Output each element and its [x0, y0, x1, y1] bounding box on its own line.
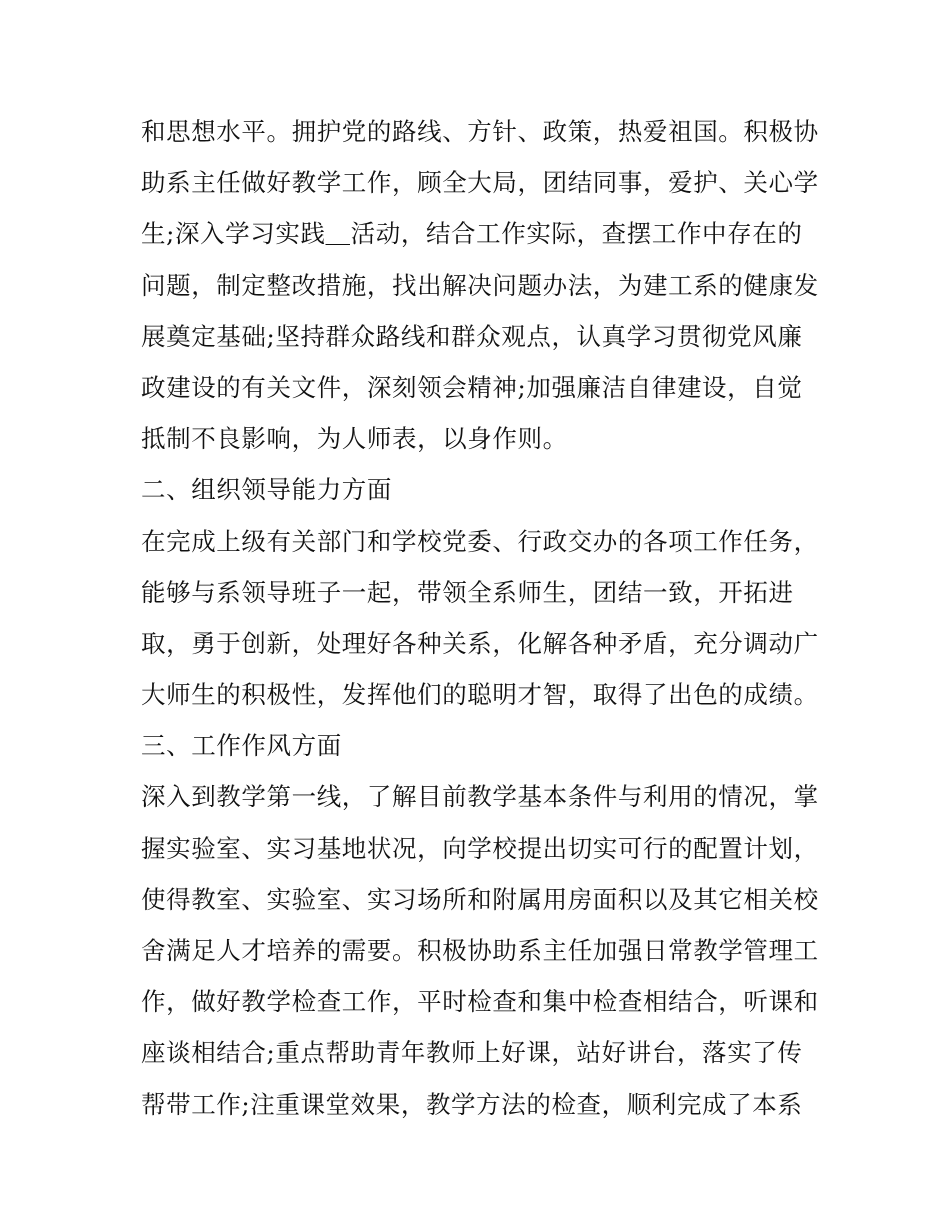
- paragraph-line: 深入到教学第一线，了解目前教学基本条件与利用的情况，掌: [141, 782, 819, 812]
- section-heading-leadership: 二、组织领导能力方面: [141, 475, 392, 505]
- paragraph-line: 能够与系领导班子一起，带领全系师生，团结一致，开拓进: [141, 577, 794, 607]
- paragraph-line: 政建设的有关文件，深刻领会精神;加强廉洁自律建设，自觉: [141, 372, 803, 402]
- paragraph-line: 座谈相结合;重点帮助青年教师上好课，站好讲台，落实了传: [141, 1038, 803, 1068]
- paragraph-line: 握实验室、实习基地状况，向学校提出切实可行的配置计划，: [141, 833, 819, 863]
- paragraph-line: 舍满足人才培养的需要。积极协助系主任加强日常教学管理工: [141, 936, 819, 965]
- paragraph-line: 大师生的积极性，发挥他们的聪明才智，取得了出色的成绩。: [141, 680, 819, 710]
- paragraph-line: 在完成上级有关部门和学校党委、行政交办的各项工作任务，: [141, 526, 819, 556]
- paragraph-line: 助系主任做好教学工作，顾全大局，团结同事，爱护、关心学: [141, 168, 819, 198]
- document-body: [141, 106, 821, 1130]
- paragraph-line: 和思想水平。拥护党的路线、方针、政策，热爱祖国。积极协: [141, 117, 819, 146]
- paragraph-line: 展奠定基础;坚持群众路线和群众观点，认真学习贯彻党风廉: [141, 321, 803, 351]
- paragraph-line: 取，勇于创新，处理好各种关系，化解各种矛盾，充分调动广: [141, 628, 819, 658]
- paragraph-line: 作，做好教学检查工作，平时检查和集中检查相结合，听课和: [141, 987, 819, 1017]
- paragraph-line: 帮带工作;注重课堂效果，教学方法的检查，顺利完成了本系: [141, 1089, 803, 1119]
- section-heading-work-style: 三、工作作风方面: [141, 731, 342, 761]
- paragraph-line: 生;深入学习实践＿活动，结合工作实际，查摆工作中存在的: [141, 219, 803, 249]
- paragraph-line: 抵制不良影响，为人师表，以身作则。: [141, 424, 568, 454]
- paragraph-line: 使得教室、实验室、实习场所和附属用房面积以及其它相关校: [141, 884, 819, 914]
- paragraph-line: 问题，制定整改措施，找出解决问题办法，为建工系的健康发: [141, 270, 819, 300]
